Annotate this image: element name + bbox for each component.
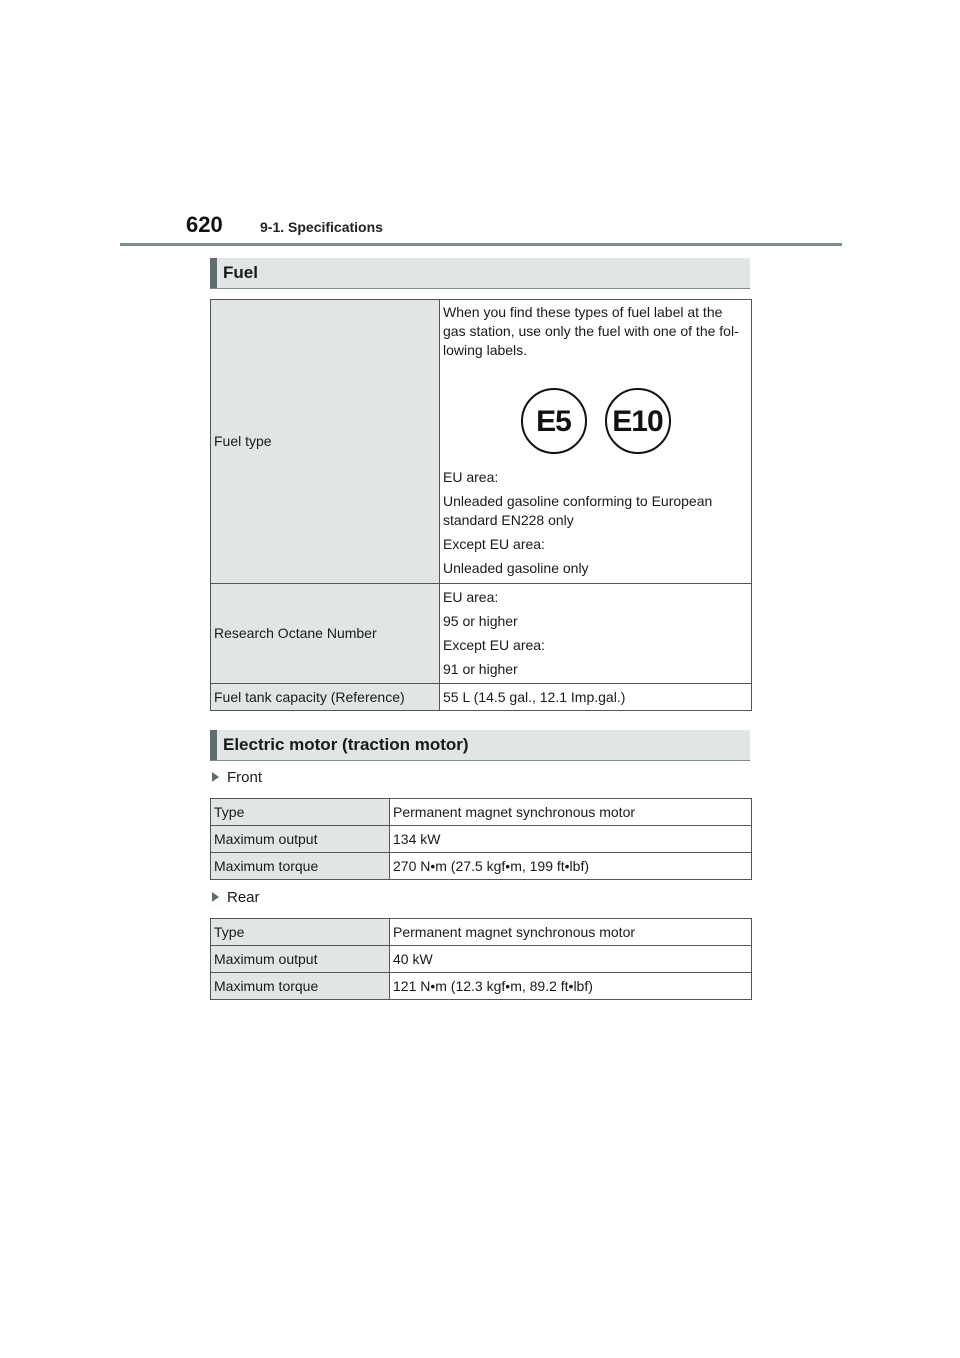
fuel-type-value xyxy=(440,300,752,584)
fuel-type-label: Fuel type xyxy=(211,300,440,584)
rear-motor-table xyxy=(210,918,752,1000)
octane-line: 95 or higher xyxy=(443,613,518,629)
header-rule xyxy=(120,243,842,246)
tank-capacity-label: Fuel tank capacity (Reference) xyxy=(211,684,440,711)
rear-heading-text: Rear xyxy=(227,889,260,906)
front-torque-value: 270 N•m (27.5 kgf•m, 199 ft•lbf) xyxy=(390,853,752,880)
octane-value xyxy=(440,584,752,684)
triangle-bullet-icon xyxy=(212,892,219,902)
fuel-table xyxy=(210,299,752,711)
table-row xyxy=(211,684,752,711)
front-type-label: Type xyxy=(211,799,390,826)
table-row xyxy=(211,584,752,684)
rear-torque-value: 121 N•m (12.3 kgf•m, 89.2 ft•lbf) xyxy=(390,973,752,1000)
fuel-type-line: EU area: xyxy=(443,469,499,485)
table-row xyxy=(211,973,752,1000)
fuel-label-badges xyxy=(443,388,748,454)
e10-fuel-label-icon: E10 xyxy=(605,388,671,454)
rear-heading xyxy=(212,889,260,906)
rear-torque-label: Maximum torque xyxy=(211,973,390,1000)
front-torque-label: Maximum torque xyxy=(211,853,390,880)
octane-label: Research Octane Number xyxy=(211,584,440,684)
fuel-section-bar xyxy=(210,258,750,289)
front-output-label: Maximum output xyxy=(211,826,390,853)
rear-type-value: Permanent magnet synchronous motor xyxy=(390,919,752,946)
octane-line: 91 or higher xyxy=(443,661,518,677)
table-row xyxy=(211,853,752,880)
front-type-value: Permanent magnet synchronous motor xyxy=(390,799,752,826)
front-heading-text: Front xyxy=(227,769,263,786)
rear-type-label: Type xyxy=(211,919,390,946)
front-motor-table xyxy=(210,798,752,880)
chapter-title: 9-1. Specifications xyxy=(260,219,383,235)
front-output-value: 134 kW xyxy=(390,826,752,853)
octane-line: EU area: xyxy=(443,589,499,605)
table-row xyxy=(211,946,752,973)
tank-capacity-value: 55 L (14.5 gal., 12.1 Imp.gal.) xyxy=(440,684,752,711)
table-row xyxy=(211,826,752,853)
page-number: 620 xyxy=(186,212,223,237)
motor-section-title: Electric motor (traction motor) xyxy=(223,735,469,754)
fuel-section-title: Fuel xyxy=(223,263,258,282)
e5-fuel-label-icon: E5 xyxy=(521,388,587,454)
octane-line: Except EU area: xyxy=(443,637,545,653)
fuel-type-line: Unleaded gasoline only xyxy=(443,560,589,576)
rear-output-value: 40 kW xyxy=(390,946,752,973)
rear-output-label: Maximum output xyxy=(211,946,390,973)
triangle-bullet-icon xyxy=(212,772,219,782)
fuel-type-intro: When you find these types of fuel label at the gas station, use only the fuel with one of the fol-lowing labels. xyxy=(443,304,739,358)
fuel-type-line: Unleaded gasoline conforming to European standard EN228 only xyxy=(443,493,713,528)
motor-section-bar xyxy=(210,730,750,761)
table-row xyxy=(211,919,752,946)
fuel-type-line: Except EU area: xyxy=(443,536,545,552)
table-row xyxy=(211,300,752,584)
table-row xyxy=(211,799,752,826)
front-heading xyxy=(212,769,262,786)
